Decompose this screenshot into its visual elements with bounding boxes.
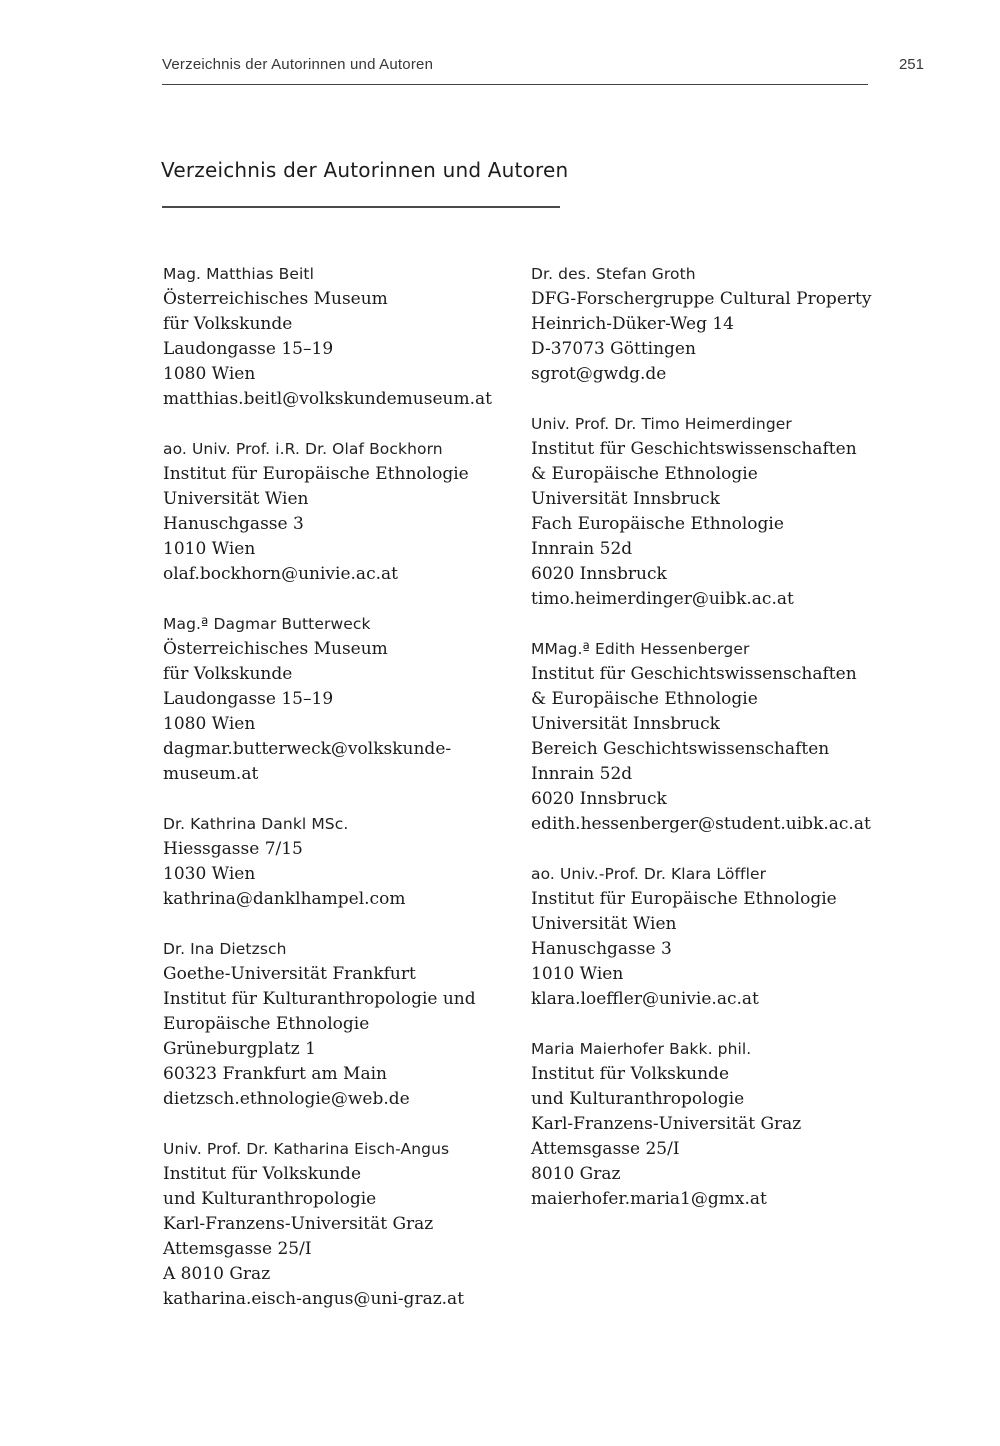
author-email: dietzsch.ethnologie@web.de [163, 1089, 410, 1109]
author-directory [163, 262, 981, 1337]
author-name: Dr. Ina Dietzsch [163, 940, 287, 958]
author-address-line: Institut für Kulturanthropologie und [163, 989, 476, 1009]
author-address-line: Hiessgasse 7/15 [163, 839, 303, 859]
author-address-line: 1080 Wien [163, 364, 256, 384]
author-address-line: und Kulturanthropologie [163, 1189, 377, 1209]
author-address-line: 60323 Frankfurt am Main [163, 1064, 387, 1084]
author-email: klara.loeffler@univie.ac.at [531, 989, 759, 1009]
author-name: ao. Univ. Prof. i.R. Dr. Olaf Bockhorn [163, 440, 443, 458]
author-entry [531, 637, 981, 837]
author-address-line: Institut für Geschichtswissenschaften [531, 439, 857, 459]
author-name: Maria Maierhofer Bakk. phil. [531, 1040, 752, 1058]
author-column-right [531, 262, 981, 1237]
author-column-left [163, 262, 531, 1337]
author-entry [531, 1037, 981, 1212]
author-address-line: Hanuschgasse 3 [531, 939, 672, 959]
author-address-line: museum.at [163, 764, 259, 784]
author-address-line: & Europäische Ethnologie [531, 464, 758, 484]
author-address-line: für Volkskunde [163, 314, 293, 334]
author-address-line: Attemsgasse 25/I [163, 1239, 312, 1259]
author-address-line: Hanuschgasse 3 [163, 514, 304, 534]
author-email: katharina.eisch-angus@uni-graz.at [163, 1289, 465, 1309]
author-address-line: Institut für Europäische Ethnologie [163, 464, 469, 484]
author-address-line: DFG-Forschergruppe Cultural Property [531, 289, 872, 309]
author-address-line: Österreichisches Museum [163, 289, 388, 309]
author-address-line: Laudongasse 15–19 [163, 339, 334, 359]
author-address-line: Laudongasse 15–19 [163, 689, 334, 709]
author-address-line: Innrain 52d [531, 539, 633, 559]
page-title: Verzeichnis der Autorinnen und Autoren [161, 158, 569, 182]
author-name: Mag.ª Dagmar Butterweck [163, 615, 371, 633]
author-address-line: 1080 Wien [163, 714, 256, 734]
author-address-line: Bereich Geschichtswissenschaften [531, 739, 830, 759]
author-address-line: Innrain 52d [531, 764, 633, 784]
author-entry [163, 1137, 531, 1312]
author-entry [531, 412, 981, 612]
author-address-line: 6020 Innsbruck [531, 789, 667, 809]
author-address-line: Universität Wien [163, 489, 309, 509]
author-address-line: Heinrich-Düker-Weg 14 [531, 314, 734, 334]
author-address-line: 1010 Wien [531, 964, 624, 984]
author-address-line: Grüneburgplatz 1 [163, 1039, 316, 1059]
author-entry [531, 262, 981, 387]
author-address-line: Attemsgasse 25/I [531, 1139, 680, 1159]
author-entry [163, 262, 531, 412]
author-name: Dr. des. Stefan Groth [531, 265, 696, 283]
author-name: ao. Univ.-Prof. Dr. Klara Löffler [531, 865, 767, 883]
author-address-line: Universität Wien [531, 914, 677, 934]
author-address-line: 6020 Innsbruck [531, 564, 667, 584]
author-address-line: 1010 Wien [163, 539, 256, 559]
author-address-line: D-37073 Göttingen [531, 339, 696, 359]
author-address-line: Universität Innsbruck [531, 714, 720, 734]
author-name: MMag.ª Edith Hessenberger [531, 640, 750, 658]
author-entry [163, 937, 531, 1112]
author-address-line: Karl-Franzens-Universität Graz [163, 1214, 434, 1234]
author-email: dagmar.butterweck@volkskunde- [163, 739, 452, 759]
author-entry [163, 612, 531, 787]
author-address-line: und Kulturanthropologie [531, 1089, 745, 1109]
author-address-line: Institut für Volkskunde [163, 1164, 361, 1184]
author-email: maierhofer.maria1@gmx.at [531, 1189, 767, 1209]
author-address-line: Institut für Europäische Ethnologie [531, 889, 837, 909]
author-email: timo.heimerdinger@uibk.ac.at [531, 589, 794, 609]
author-address-line: Universität Innsbruck [531, 489, 720, 509]
author-address-line: Österreichisches Museum [163, 639, 388, 659]
running-header: Verzeichnis der Autorinnen und Autoren [162, 56, 434, 73]
author-address-line: Institut für Volkskunde [531, 1064, 729, 1084]
author-email: edith.hessenberger@student.uibk.ac.at [531, 814, 871, 834]
author-address-line: Karl-Franzens-Universität Graz [531, 1114, 802, 1134]
author-entry [531, 862, 981, 1012]
author-name: Mag. Matthias Beitl [163, 265, 314, 283]
author-email: sgrot@gwdg.de [531, 364, 667, 384]
author-address-line: & Europäische Ethnologie [531, 689, 758, 709]
title-rule [162, 206, 560, 208]
author-email: kathrina@danklhampel.com [163, 889, 406, 909]
author-name: Univ. Prof. Dr. Timo Heimerdinger [531, 415, 792, 433]
author-address-line: Fach Europäische Ethnologie [531, 514, 784, 534]
author-address-line: 1030 Wien [163, 864, 256, 884]
author-address-line: für Volkskunde [163, 664, 293, 684]
author-address-line: Institut für Geschichtswissenschaften [531, 664, 857, 684]
author-address-line: Goethe-Universität Frankfurt [163, 964, 416, 984]
author-name: Univ. Prof. Dr. Katharina Eisch-Angus [163, 1140, 450, 1158]
header-rule [162, 84, 868, 85]
author-email: olaf.bockhorn@univie.ac.at [163, 564, 398, 584]
page-number: 251 [898, 56, 924, 73]
author-entry [163, 812, 531, 912]
author-email: matthias.beitl@volkskundemuseum.at [163, 389, 492, 409]
author-name: Dr. Kathrina Dankl MSc. [163, 815, 349, 833]
author-entry [163, 437, 531, 587]
author-address-line: Europäische Ethnologie [163, 1014, 370, 1034]
author-address-line: 8010 Graz [531, 1164, 621, 1184]
author-address-line: A 8010 Graz [163, 1264, 271, 1284]
